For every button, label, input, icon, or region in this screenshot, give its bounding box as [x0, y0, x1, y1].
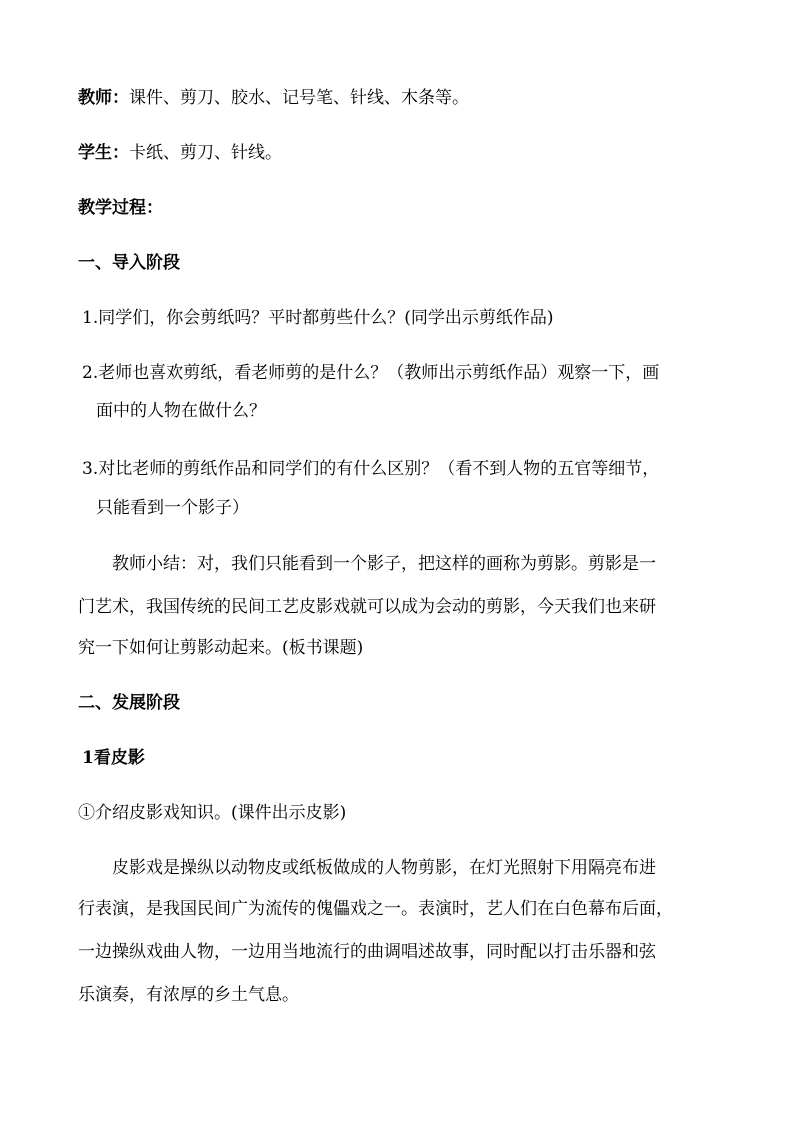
paragraph-line-1: 皮影戏是操纵以动物皮或纸板做成的人物剪影，在灯光照射下用隔亮布进: [112, 858, 656, 878]
teacher-materials-text: 课件、剪刀、胶水、记号笔、针线、木条等。: [129, 88, 469, 108]
list-item-1: 1.同学们，你会剪纸吗？平时都剪些什么？(同学出示剪纸作品): [82, 308, 554, 328]
paragraph-line-4: 乐演奏，有浓厚的乡土气息。: [78, 985, 299, 1005]
process-heading: 教学过程：: [78, 198, 163, 218]
teacher-label: 教师：: [78, 88, 129, 108]
section2-heading: 二、发展阶段: [78, 693, 180, 713]
section1-heading: 一、导入阶段: [78, 253, 180, 273]
paragraph-line-2: 行表演，是我国民间广为流传的傀儡戏之一。表演时，艺人们在白色幕布后面，: [78, 899, 673, 919]
student-materials-text: 卡纸、剪刀、针线。: [129, 143, 282, 163]
circle-item-1: ①介绍皮影戏知识。(课件出示皮影): [78, 803, 347, 823]
list-item-2-line2: 面中的人物在做什么？: [96, 401, 266, 421]
list-item-3-line1: 3.对比老师的剪纸作品和同学们的有什么区别？（看不到人物的五官等细节，: [82, 459, 660, 479]
teacher-materials: [78, 86, 728, 110]
student-materials: [78, 141, 728, 165]
list-item-3-line2: 只能看到一个影子）: [96, 498, 249, 518]
subsection-heading: 1看皮影: [82, 748, 145, 768]
summary-line-3: 究一下如何让剪影动起来。(板书课题): [78, 638, 364, 658]
list-item-2-line1: 2.老师也喜欢剪纸，看老师剪的是什么？（教师出示剪纸作品）观察一下，画: [82, 363, 660, 383]
summary-line-2: 门艺术，我国传统的民间工艺皮影戏就可以成为会动的剪影，今天我们也来研: [78, 597, 656, 617]
summary-line-1: 教师小结：对，我们只能看到一个影子，把这样的画称为剪影。剪影是一: [112, 554, 656, 574]
paragraph-line-3: 一边操纵戏曲人物，一边用当地流行的曲调唱述故事，同时配以打击乐器和弦: [78, 942, 656, 962]
student-label: 学生：: [78, 143, 129, 163]
